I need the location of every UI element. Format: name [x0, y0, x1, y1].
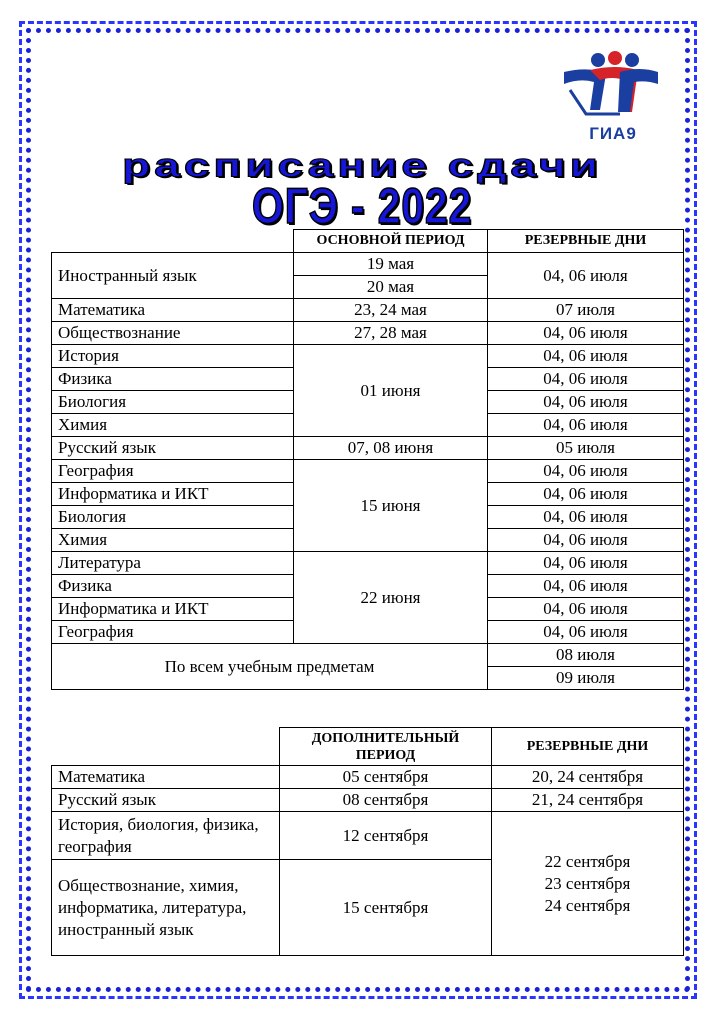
reserve-cell: 04, 06 июля — [488, 322, 684, 345]
header-empty-cell — [52, 230, 294, 253]
reserve-cell: 04, 06 июля — [488, 552, 684, 575]
date-cell: 01 июня — [294, 345, 488, 437]
date-cell: 19 мая — [294, 253, 488, 276]
subject-cell: Русский язык — [52, 789, 280, 812]
table-row — [52, 437, 684, 460]
date-cell: 27, 28 мая — [294, 322, 488, 345]
subject-cell: Химия — [52, 414, 294, 437]
table-header-row — [52, 230, 684, 253]
date-cell: 08 сентября — [280, 789, 492, 812]
header-reserve-days: РЕЗЕРВНЫЕ ДНИ — [492, 728, 684, 766]
date-cell: 12 сентября — [280, 812, 492, 860]
subject-cell: Биология — [52, 506, 294, 529]
subject-cell: Обществознание, химия, информатика, литература, иностранный язык — [52, 860, 280, 956]
main-period-table — [51, 229, 684, 690]
subject-cell: Физика — [52, 575, 294, 598]
date-cell: 05 сентября — [280, 766, 492, 789]
subject-cell: Математика — [52, 299, 294, 322]
table-row — [52, 552, 684, 575]
reserve-cell: 04, 06 июля — [488, 483, 684, 506]
table-row — [52, 322, 684, 345]
reserve-cell: 04, 06 июля — [488, 414, 684, 437]
reserve-cell: 07 июля — [488, 299, 684, 322]
subject-cell: Обществознание — [52, 322, 294, 345]
subject-cell: История — [52, 345, 294, 368]
subject-cell: Информатика и ИКТ — [52, 598, 294, 621]
reserve-cell: 08 июля — [488, 644, 684, 667]
date-cell: 23, 24 мая — [294, 299, 488, 322]
date-cell: 07, 08 июня — [294, 437, 488, 460]
table-row — [52, 253, 684, 276]
table-header-row — [52, 728, 684, 766]
table-row — [52, 460, 684, 483]
reserve-cell: 20, 24 сентября — [492, 766, 684, 789]
subject-cell: Биология — [52, 391, 294, 414]
date-cell: 22 июня — [294, 552, 488, 644]
reserve-cell: 05 июля — [488, 437, 684, 460]
page-title: расписание сдачи — [122, 146, 602, 184]
subject-cell: Информатика и ИКТ — [52, 483, 294, 506]
reserve-cell: 04, 06 июля — [488, 621, 684, 644]
reserve-cell: 04, 06 июля — [488, 575, 684, 598]
reserve-date: 22 сентября — [544, 851, 631, 871]
date-cell: 15 сентября — [280, 860, 492, 956]
subject-cell: Русский язык — [52, 437, 294, 460]
additional-period-table — [51, 727, 684, 956]
subject-cell: География — [52, 460, 294, 483]
reserve-cell: 04, 06 июля — [488, 345, 684, 368]
reserve-cell: 04, 06 июля — [488, 253, 684, 299]
reserve-cell: 21, 24 сентября — [492, 789, 684, 812]
header-additional-period: ДОПОЛНИТЕЛЬНЫЙ ПЕРИОД — [280, 728, 492, 766]
table-row — [52, 345, 684, 368]
page-subtitle: ОГЭ - 2022 — [251, 178, 473, 234]
header-empty-cell — [52, 728, 280, 766]
reserve-cell: 04, 06 июля — [488, 368, 684, 391]
reserve-cell: 04, 06 июля — [488, 460, 684, 483]
reserve-cell: 04, 06 июля — [488, 598, 684, 621]
header-main-period: ОСНОВНОЙ ПЕРИОД — [294, 230, 488, 253]
subject-cell: География — [52, 621, 294, 644]
subject-cell: Литература — [52, 552, 294, 575]
reserve-cell: 04, 06 июля — [488, 529, 684, 552]
reserve-cell — [492, 812, 684, 956]
subject-cell: Иностранный язык — [52, 253, 294, 299]
all-subjects-cell: По всем учебным предметам — [52, 644, 488, 690]
header-reserve-days: РЕЗЕРВНЫЕ ДНИ — [488, 230, 684, 253]
reserve-date: 23 сентября — [544, 873, 631, 893]
reserve-cell: 04, 06 июля — [488, 506, 684, 529]
reserve-cell: 09 июля — [488, 667, 684, 690]
table-row — [52, 299, 684, 322]
reserve-date: 24 сентября — [544, 895, 631, 915]
table-row — [52, 812, 684, 860]
subject-cell: Математика — [52, 766, 280, 789]
subject-cell: Химия — [52, 529, 294, 552]
date-cell: 20 мая — [294, 276, 488, 299]
subject-cell: Физика — [52, 368, 294, 391]
table-row — [52, 644, 684, 667]
reserve-cell: 04, 06 июля — [488, 391, 684, 414]
table-row — [52, 766, 684, 789]
date-cell: 15 июня — [294, 460, 488, 552]
logo-text: ГИА9 — [589, 124, 637, 143]
table-row — [52, 789, 684, 812]
subject-cell: История, биология, физика, география — [52, 812, 280, 860]
